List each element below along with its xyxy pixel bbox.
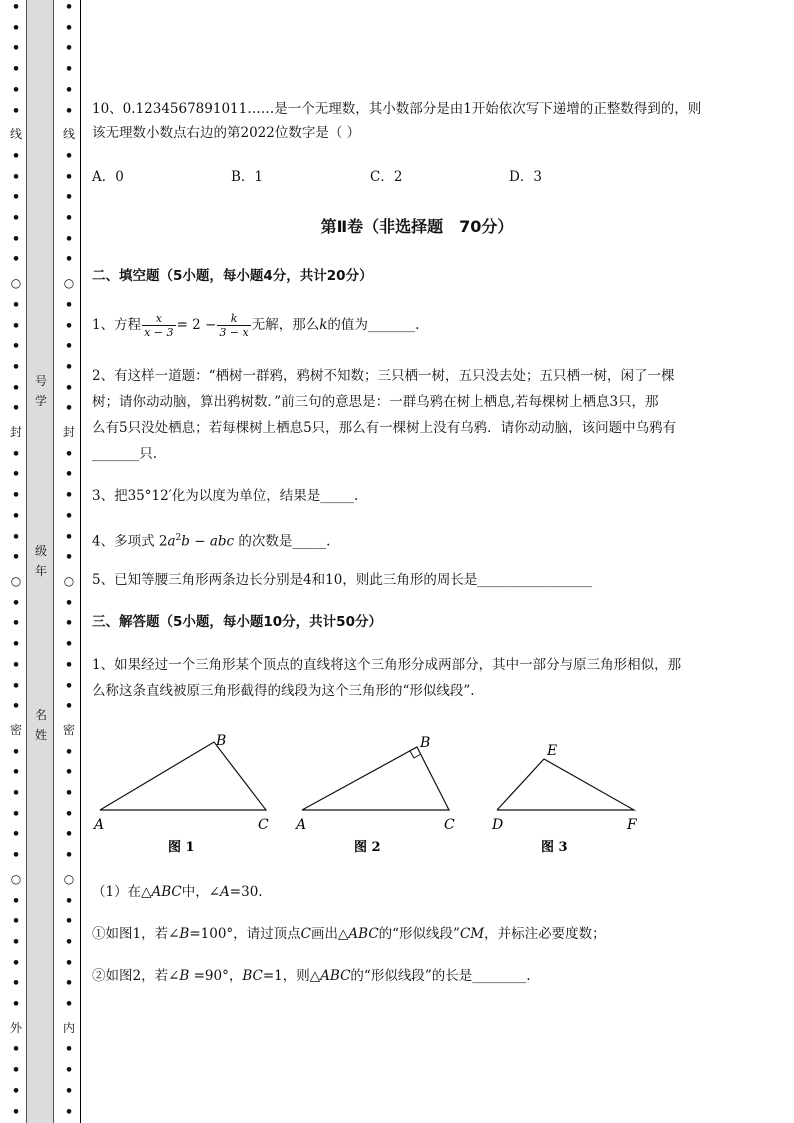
strip-label-hao: 号 bbox=[34, 374, 47, 388]
fill-q1: 1、方程 $\frac{x}{x - 3}$ = 2 − $\frac{k}{3 - x}$ 无解，那么k的值为_______. bbox=[92, 312, 420, 339]
binding-dot: • bbox=[64, 401, 74, 417]
binding-dot: • bbox=[11, 297, 21, 313]
binding-dot: • bbox=[11, 893, 21, 909]
binding-dot: • bbox=[64, 595, 74, 611]
binding-dot: • bbox=[64, 955, 74, 971]
binding-dot: • bbox=[11, 231, 21, 247]
binding-dot: • bbox=[11, 488, 21, 504]
answer-sub1a: ①如图1，若∠B=100°，请过顶点C画出△ABC的“形似线段”CM，并标注必要度数； bbox=[92, 926, 606, 942]
binding-dot: • bbox=[64, 848, 74, 864]
fraction-1: $\frac{x}{x - 3}$ bbox=[144, 312, 174, 339]
binding-circle: ○ bbox=[63, 871, 75, 886]
binding-dot: • bbox=[64, 1063, 74, 1079]
binding-dot: • bbox=[64, 211, 74, 227]
binding-dot: • bbox=[64, 786, 74, 802]
binding-word: 密 bbox=[9, 722, 22, 737]
q10-line1: 10、0.1234567891011……是一个无理数，其小数部分是由1开始依次写下递增的正整数得到的，则 bbox=[92, 101, 702, 117]
binding-dot: • bbox=[64, 103, 74, 119]
binding-dot: • bbox=[11, 699, 21, 715]
binding-dot: • bbox=[11, 0, 21, 15]
binding-dot: • bbox=[64, 508, 74, 524]
binding-dot: • bbox=[11, 148, 21, 164]
student-info-strip bbox=[26, 0, 54, 1123]
binding-dot: • bbox=[11, 82, 21, 98]
binding-word: 封 bbox=[9, 425, 22, 440]
binding-dot: • bbox=[11, 550, 21, 566]
fill-q2-line2: 树；请你动动脑，算出鸦树数．”前三句的意思是：一群乌鸦在树上栖息,若每棵树上栖息3只，那 bbox=[92, 394, 659, 410]
binding-dot: • bbox=[64, 380, 74, 396]
binding-circle: ○ bbox=[63, 276, 75, 291]
binding-dot: • bbox=[11, 1104, 21, 1120]
binding-dot: • bbox=[64, 359, 74, 375]
binding-circle: ○ bbox=[10, 871, 22, 886]
binding-word: 密 bbox=[62, 722, 75, 737]
binding-dot: • bbox=[11, 1042, 21, 1058]
fill-q4: 4、多项式 $2a^2b$ − abc 的次数是_____. bbox=[92, 533, 331, 550]
binding-dot: • bbox=[11, 744, 21, 760]
strip-label-xue: 学 bbox=[34, 394, 47, 408]
binding-dot: • bbox=[11, 955, 21, 971]
binding-dot: • bbox=[11, 211, 21, 227]
triangle-figures bbox=[92, 733, 652, 863]
binding-dot: • bbox=[64, 550, 74, 566]
binding-dots-inner bbox=[62, 0, 76, 1123]
binding-dot: • bbox=[11, 786, 21, 802]
binding-dot: • bbox=[11, 508, 21, 524]
binding-dot: • bbox=[11, 62, 21, 78]
fill-q2-line4: _______只. bbox=[92, 446, 158, 462]
strip-label-xing: 姓 bbox=[34, 728, 47, 742]
binding-dot: • bbox=[64, 914, 74, 930]
binding-dot: • bbox=[11, 934, 21, 950]
answer-q1-line2: 么称这条直线被原三角形截得的线段为这个三角形的“形似线段”. bbox=[92, 683, 475, 699]
fig1-label-c: C bbox=[258, 817, 269, 833]
binding-dot: • bbox=[11, 616, 21, 632]
binding-dot: • bbox=[11, 169, 21, 185]
binding-dot: • bbox=[11, 678, 21, 694]
binding-dot: • bbox=[11, 1063, 21, 1079]
binding-dot: • bbox=[64, 231, 74, 247]
strip-label-nian: 年 bbox=[34, 564, 47, 578]
binding-dot: • bbox=[64, 934, 74, 950]
binding-dot: • bbox=[11, 657, 21, 673]
binding-dot: • bbox=[64, 657, 74, 673]
fill-q2-line1: 2、有这样一道题：“栖树一群鸦，鸦树不知数；三只栖一树，五只没去处；五只栖一树，闲了一棵 bbox=[92, 368, 675, 384]
binding-dot: • bbox=[11, 529, 21, 545]
binding-dot: • bbox=[11, 20, 21, 36]
fill-q2-line3: 么有5只没处栖息；若每棵树上栖息5只，那么有一棵树上没有乌鸦．请你动动脑，该问题中乌鸦有 bbox=[92, 420, 677, 436]
answer-sub1b: ②如图2，若∠B =90°，BC=1，则△ABC的“形似线段”的长是________. bbox=[92, 968, 531, 984]
q10-option-a: A．0 bbox=[92, 169, 124, 185]
fill-section-heading: 二、填空题（5小题，每小题4分，共计20分） bbox=[92, 268, 373, 284]
binding-dot: • bbox=[64, 446, 74, 462]
figure-3 bbox=[491, 743, 638, 855]
binding-circle: ○ bbox=[10, 276, 22, 291]
binding-dot: • bbox=[11, 103, 21, 119]
fig3-label-d: D bbox=[492, 817, 504, 833]
binding-dot: • bbox=[64, 148, 74, 164]
binding-dot: • bbox=[64, 616, 74, 632]
binding-dot: • bbox=[64, 62, 74, 78]
binding-dot: • bbox=[64, 318, 74, 334]
binding-circle: ○ bbox=[10, 573, 22, 588]
binding-dot: • bbox=[11, 827, 21, 843]
q10-option-b: B．1 bbox=[231, 169, 264, 185]
binding-dot: • bbox=[64, 529, 74, 545]
binding-dot: • bbox=[11, 380, 21, 396]
binding-dot: • bbox=[64, 82, 74, 98]
binding-dot: • bbox=[64, 678, 74, 694]
fig1-label-b: B bbox=[216, 733, 227, 749]
binding-dot: • bbox=[64, 744, 74, 760]
fig2-label-c: C bbox=[444, 817, 455, 833]
binding-dot: • bbox=[64, 41, 74, 57]
binding-dot: • bbox=[11, 467, 21, 483]
binding-dot: • bbox=[64, 190, 74, 206]
strip-label-ji: 级 bbox=[34, 544, 47, 558]
binding-dot: • bbox=[11, 318, 21, 334]
binding-dot: • bbox=[11, 401, 21, 417]
binding-dot: • bbox=[64, 699, 74, 715]
strip-label-ming: 名 bbox=[34, 708, 47, 722]
fig3-caption: 图 3 bbox=[541, 840, 568, 855]
binding-dot: • bbox=[64, 637, 74, 653]
binding-dot: • bbox=[64, 169, 74, 185]
fill-q3: 3、把35°12′化为以度为单位，结果是_____. bbox=[92, 488, 359, 504]
binding-dot: • bbox=[64, 1083, 74, 1099]
binding-dot: • bbox=[64, 827, 74, 843]
q10-option-c: C．2 bbox=[370, 169, 403, 185]
binding-dot: • bbox=[64, 997, 74, 1013]
binding-dot: • bbox=[11, 848, 21, 864]
binding-dot: • bbox=[11, 976, 21, 992]
binding-dot: • bbox=[11, 359, 21, 375]
binding-dot: • bbox=[11, 252, 21, 268]
figure-1 bbox=[92, 733, 269, 855]
binding-dot: • bbox=[11, 997, 21, 1013]
margin-rule bbox=[80, 0, 81, 1123]
binding-word: 内 bbox=[62, 1020, 75, 1035]
answer-section-heading: 三、解答题（5小题，每小题10分，共计50分） bbox=[92, 614, 382, 630]
binding-dot: • bbox=[64, 806, 74, 822]
binding-dot: • bbox=[64, 1042, 74, 1058]
binding-dot: • bbox=[11, 190, 21, 206]
binding-dot: • bbox=[11, 339, 21, 355]
binding-word: 外 bbox=[9, 1020, 22, 1035]
binding-dot: • bbox=[64, 976, 74, 992]
binding-dot: • bbox=[64, 1104, 74, 1120]
binding-word: 线 bbox=[9, 127, 22, 142]
binding-dot: • bbox=[64, 297, 74, 313]
binding-dot: • bbox=[11, 765, 21, 781]
binding-dot: • bbox=[64, 893, 74, 909]
binding-dot: • bbox=[64, 765, 74, 781]
binding-dot: • bbox=[11, 806, 21, 822]
binding-dot: • bbox=[11, 595, 21, 611]
binding-dot: • bbox=[64, 339, 74, 355]
binding-circle: ○ bbox=[63, 573, 75, 588]
binding-dot: • bbox=[11, 637, 21, 653]
fig3-label-f: F bbox=[627, 817, 637, 833]
fig2-label-a: A bbox=[296, 817, 307, 833]
fill-q5: 5、已知等腰三角形两条边长分别是4和10，则此三角形的周长是_________________ bbox=[92, 572, 593, 588]
binding-word: 线 bbox=[62, 127, 75, 142]
q10-option-d: D．3 bbox=[509, 169, 542, 185]
binding-dot: • bbox=[64, 252, 74, 268]
answer-sub1: （1）在△ABC中，∠A=30. bbox=[92, 884, 263, 900]
answer-q1-line1: 1、如果经过一个三角形某个顶点的直线将这个三角形分成两部分，其中一部分与原三角形相似，那 bbox=[92, 657, 682, 673]
binding-dot: • bbox=[11, 41, 21, 57]
fig2-label-b: B bbox=[420, 735, 431, 751]
binding-dot: • bbox=[11, 914, 21, 930]
binding-dot: • bbox=[64, 467, 74, 483]
binding-word: 封 bbox=[62, 425, 75, 440]
binding-dot: • bbox=[11, 1083, 21, 1099]
q10-options bbox=[92, 164, 742, 190]
binding-dot: • bbox=[64, 0, 74, 15]
binding-dot: • bbox=[64, 20, 74, 36]
fig3-label-e: E bbox=[547, 743, 558, 759]
binding-dot: • bbox=[11, 446, 21, 462]
binding-dot: • bbox=[64, 488, 74, 504]
fig2-caption: 图 2 bbox=[354, 840, 381, 855]
q10-line2: 该无理数小数点右边的第2022位数字是（ ） bbox=[92, 125, 361, 141]
figure-2 bbox=[294, 735, 455, 855]
part2-title: 第Ⅱ卷（非选择题 70分） bbox=[320, 217, 514, 236]
fig1-caption: 图 1 bbox=[168, 840, 195, 855]
fig1-label-a: A bbox=[94, 817, 105, 833]
fraction-2: $\frac{k}{3 - x}$ bbox=[219, 312, 249, 339]
binding-dots-outer bbox=[9, 0, 23, 1123]
